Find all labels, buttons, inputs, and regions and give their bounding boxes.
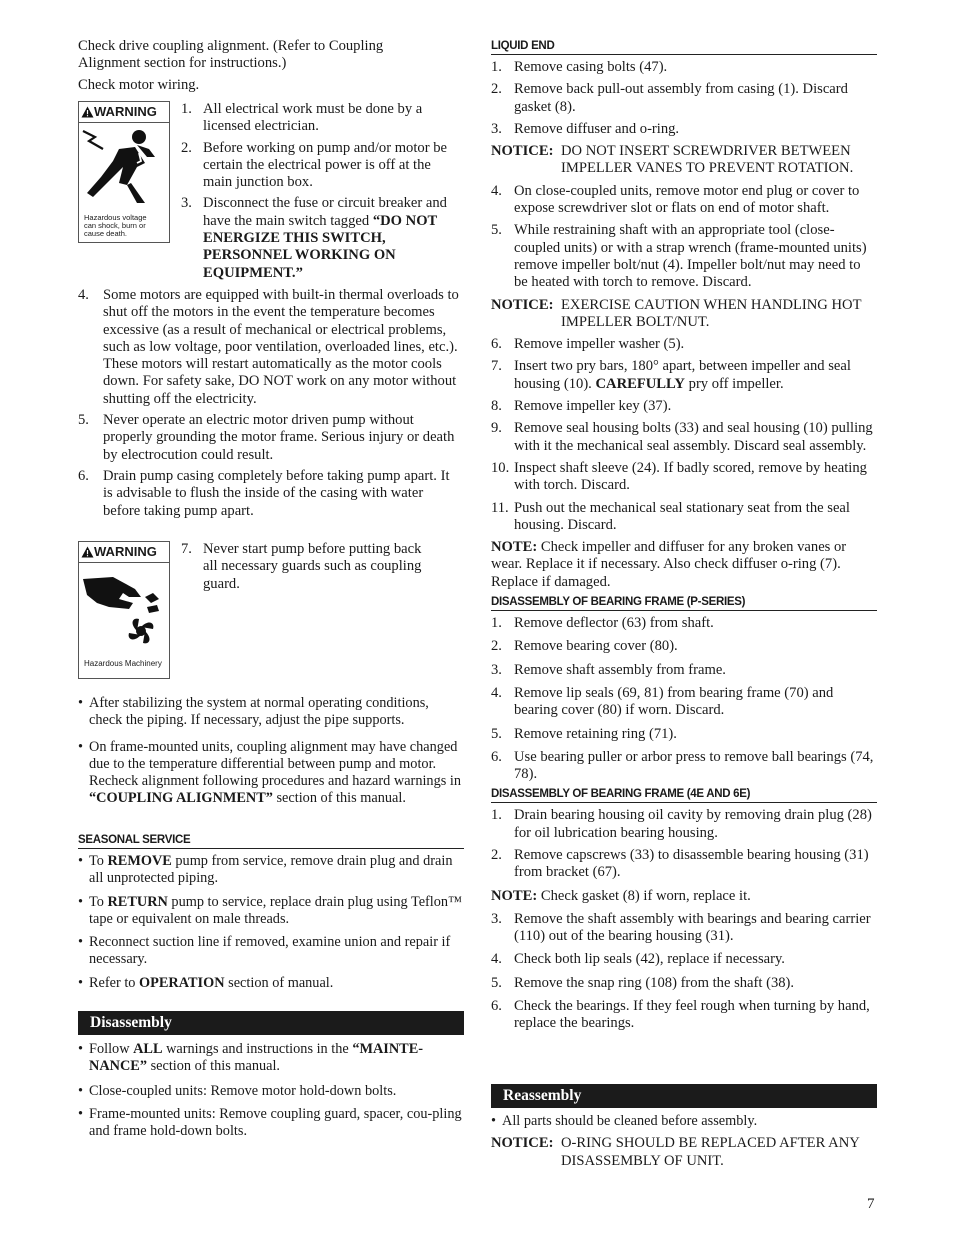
list-item: • Follow ALL warnings and instructions in the “MAINTE-NANCE” section of this manual. <box>78 1041 424 1075</box>
list-item: 2. Remove back pull-out assembly from casing (1). Discard gasket (8). <box>491 81 848 115</box>
list-item: 2. Before working on pump and/or motor be certain the electrical power is off at the main junction box. <box>181 139 447 191</box>
list-item: 2. Remove capscrews (33) to disassemble bearing housing (31) from bracket (67). <box>491 846 869 881</box>
liquid-end-list-a <box>491 59 877 138</box>
section-heading: SEASONAL SERVICE <box>78 834 464 849</box>
section-heading: DISASSEMBLY OF BEARING FRAME (P-SERIES) <box>491 596 877 611</box>
note-paragraph: NOTE: Check impeller and diffuser for any broken vanes or wear. Replace it if necessary. Also check diffuser o-ring (7). Replace if damaged. <box>491 539 847 590</box>
list-item: 1. Drain bearing housing oil cavity by removing drain plug (28) for oil lubrication bearing housing. <box>491 807 872 841</box>
disassembly-section <box>78 1011 464 1140</box>
list-item: 1. All electrical work must be done by a licensed electrician. <box>181 101 423 135</box>
note-paragraph: NOTE: Check gasket (8) if worn, replace it. <box>491 887 751 904</box>
list-item: 3. Remove diffuser and o-ring. <box>491 120 680 137</box>
list-item: 3. Disconnect the fuse or circuit breaker and have the main switch tagged “DO NOT ENERGIZE THIS SWITCH, PERSONNEL WORKING ON EQUIPMENT.” <box>181 195 447 281</box>
list-item: 5. Remove the snap ring (108) from the shaft (38). <box>491 974 795 991</box>
notice-block: NOTICE: O-RING SHOULD BE REPLACED AFTER ANY DISASSEMBLY OF UNIT. <box>491 1135 860 1169</box>
left-column <box>78 38 464 94</box>
list-item: 4. Remove lip seals (69, 81) from bearing frame (70) and bearing cover (80) if worn. Discard. <box>491 684 834 719</box>
list-item: • Reconnect suction line if removed, examine union and repair if necessary. <box>78 934 451 968</box>
electric-shock-icon <box>79 123 169 209</box>
list-item: • To REMOVE pump from service, remove drain plug and drain all unprotected piping. <box>78 853 453 887</box>
section-band-heading: Disassembly <box>78 1011 464 1035</box>
intro-motor-wiring: Check motor wiring. <box>78 76 200 93</box>
e-series-list-b <box>491 911 877 1033</box>
section-heading: LIQUID END <box>491 40 877 55</box>
warning-triangle-icon <box>81 546 94 558</box>
list-item: • To RETURN pump to service, replace drain plug using Teflon™ tape or equivalent on male threads. <box>78 893 463 927</box>
seasonal-service-section <box>78 834 464 992</box>
notice-block: NOTICE: EXERCISE CAUTION WHEN HANDLING HOT IMPELLER BOLT/NUT. <box>491 296 862 330</box>
list-item: 7. Insert two pry bars, 180° apart, between impeller and seal housing (10). CAREFULLY pry off impeller. <box>491 358 851 392</box>
list-item: • All parts should be cleaned before assembly. <box>491 1113 758 1129</box>
liquid-end-list-b <box>491 183 877 292</box>
list-item: 6. Drain pump casing completely before taking pump apart. It is advisable to flush the inside of the casing with water before taking pump apart. <box>78 467 450 519</box>
list-item: 9. Remove seal housing bolts (33) and seal housing (10) pulling with it the mechanical seal assembly. Discard seal assembly. <box>491 420 873 454</box>
page-number: 7 <box>867 1196 875 1212</box>
list-item: 2. Remove bearing cover (80). <box>491 638 678 655</box>
list-item: 7. Never start pump before putting back all necessary guards such as coupling guard. <box>181 541 422 592</box>
p-series-list <box>491 615 877 783</box>
section-band-heading: Reassembly <box>491 1084 877 1108</box>
list-item: 8. Remove impeller key (37). <box>491 398 672 415</box>
machinery-warning-box <box>78 541 170 679</box>
post-operation-bullets <box>78 695 464 808</box>
list-item: 1. Remove casing bolts (47). <box>491 59 668 75</box>
list-item: 3. Remove the shaft assembly with bearings and bearing carrier (110) out of the bearing housing (31). <box>491 910 871 945</box>
liquid-end-list-c <box>491 336 877 534</box>
list-item: 4. Check both lip seals (42), replace if necessary. <box>491 951 785 968</box>
list-item: 6. Use bearing puller or arbor press to remove ball bearings (74, 78). <box>491 748 874 783</box>
list-item: • Frame-mounted units: Remove coupling guard, spacer, cou-pling and frame hold-down bolts. <box>78 1105 462 1140</box>
list-item: 4. Some motors are equipped with built-in thermal overloads to shut off the motors in the event the temperature becomes excessive (as a result of mechanical or electrical problems, such as low voltage, poor ventilation, overloaded lines, etc.). These motors will restart automatically as the motor cools down. For safety sake, DO NOT work on any motor without shutting off the electricity. <box>78 287 459 407</box>
electrical-warning-box <box>78 101 170 243</box>
right-column <box>491 40 877 1033</box>
list-item: 11. Push out the mechanical seal stationary seat from the seal housing. Discard. <box>491 499 850 533</box>
list-item: • After stabilizing the system at normal operating conditions, check the piping. If necessary, adjust the pipe supports. <box>78 695 429 729</box>
list-item: 6. Check the bearings. If they feel rough when turning by hand, replace the bearings. <box>491 998 870 1032</box>
electrical-steps <box>181 101 457 282</box>
list-item: 4. On close-coupled units, remove motor end plug or cover to expose screwdriver slot or flats on end of motor shaft. <box>491 182 860 217</box>
warning1-caption: Hazardous voltage can shock, burn or cause death. <box>84 213 147 238</box>
reassembly-section <box>491 1084 877 1170</box>
list-item: 6. Remove impeller washer (5). <box>491 336 685 353</box>
list-item: 3. Remove shaft assembly from frame. <box>491 661 726 678</box>
e-series-list-a <box>491 807 877 881</box>
warning-triangle-icon <box>81 106 94 118</box>
guard-step <box>181 541 431 593</box>
list-item: 5. While restraining shaft with an appropriate tool (close-coupled units) or with a strap wrench (frame-mounted units) remove impeller bolt/nut (4). Impeller bolt/nut may need to be heated with torch to remove. Discard. <box>491 222 867 291</box>
list-item: • Refer to OPERATION section of manual. <box>78 974 334 991</box>
warning2-caption: Hazardous Machinery <box>84 659 162 668</box>
list-item: • Close-coupled units: Remove motor hold-down bolts. <box>78 1082 397 1099</box>
notice-block: NOTICE: DO NOT INSERT SCREWDRIVER BETWEEN IMPELLER VANES TO PREVENT ROTATION. <box>491 143 854 177</box>
safety-steps <box>78 287 462 520</box>
warning-label: WARNING <box>94 104 157 119</box>
list-item: • On frame-mounted units, coupling alignment may have changed due to the temperature differential between pump and motor. Recheck alignment following procedures and hazard warnings in “COUPLING ALIGNMENT” section of this manual. <box>78 738 461 807</box>
hand-impeller-hazard-icon <box>79 563 169 655</box>
list-item: 1. Remove deflector (63) from shaft. <box>491 615 714 632</box>
warning-label: WARNING <box>94 544 157 559</box>
list-item: 10. Inspect shaft sleeve (24). If badly scored, remove by heating with torch. Discard. <box>491 459 867 494</box>
intro-paragraph: Check drive coupling alignment. (Refer to Coupling Alignment section for instructions.) <box>78 38 384 72</box>
list-item: 5. Remove retaining ring (71). <box>491 725 677 742</box>
section-heading: DISASSEMBLY OF BEARING FRAME (4E AND 6E) <box>491 788 877 803</box>
list-item: 5. Never operate an electric motor driven pump without properly grounding the motor frame. Serious injury or death by electrocution could result. <box>78 412 455 463</box>
